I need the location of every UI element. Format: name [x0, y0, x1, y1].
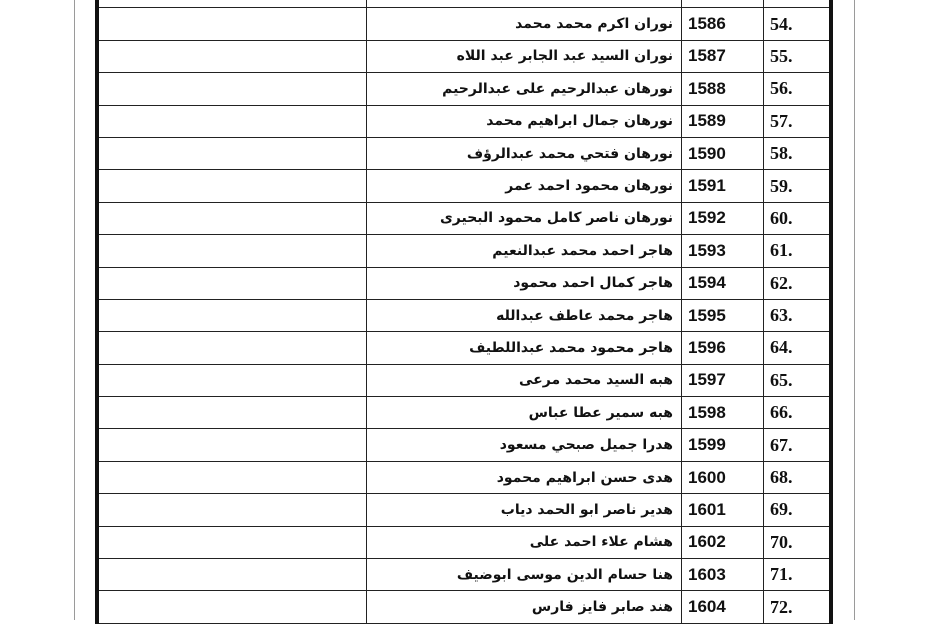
blank-cell	[99, 41, 366, 72]
student-code: 1598	[681, 397, 763, 428]
row-number: 71.	[763, 559, 829, 590]
row-number: 59.	[763, 170, 829, 201]
row-number: 64.	[763, 332, 829, 363]
blank-cell	[99, 138, 366, 169]
blank-cell	[99, 494, 366, 525]
row-number: 55.	[763, 41, 829, 72]
student-code: 1600	[681, 462, 763, 493]
table-row	[99, 527, 829, 559]
student-code: 1601	[681, 494, 763, 525]
student-name: هدى حسن ابراهيم محمود	[366, 462, 681, 493]
table-row	[99, 106, 829, 138]
blank-cell	[99, 365, 366, 396]
student-code	[681, 0, 763, 7]
student-name: نورهان جمال ابراهيم محمد	[366, 106, 681, 137]
student-name: هشام علاء احمد على	[366, 527, 681, 558]
student-name: نورهان عبدالرحيم على عبدالرحيم	[366, 73, 681, 104]
table-row	[99, 300, 829, 332]
blank-cell	[99, 332, 366, 363]
row-number: 70.	[763, 527, 829, 558]
blank-cell	[99, 170, 366, 201]
student-name: هنا حسام الدين موسى ابوضيف	[366, 559, 681, 590]
student-code: 1603	[681, 559, 763, 590]
student-code: 1594	[681, 268, 763, 299]
table-row	[99, 365, 829, 397]
student-name: هاجر محمد عاطف عبدالله	[366, 300, 681, 331]
blank-cell	[99, 527, 366, 558]
student-code: 1599	[681, 429, 763, 460]
student-code: 1591	[681, 170, 763, 201]
student-name: نورهان ناصر كامل محمود البحيرى	[366, 203, 681, 234]
student-code: 1595	[681, 300, 763, 331]
student-code: 1587	[681, 41, 763, 72]
row-number: 60.	[763, 203, 829, 234]
row-number: 62.	[763, 268, 829, 299]
page-edge-right	[854, 0, 855, 620]
student-table	[95, 0, 833, 624]
student-name: نورهان محمود احمد عمر	[366, 170, 681, 201]
row-number: 54.	[763, 8, 829, 39]
student-name: هند صابر فايز فارس	[366, 591, 681, 622]
blank-cell	[99, 8, 366, 39]
table-row	[99, 462, 829, 494]
page-edge-left	[74, 0, 75, 620]
blank-cell	[99, 268, 366, 299]
table-row	[99, 235, 829, 267]
table-row	[99, 268, 829, 300]
blank-cell	[99, 429, 366, 460]
table-row	[99, 8, 829, 40]
student-name: هدرا جميل صبحي مسعود	[366, 429, 681, 460]
row-number: 56.	[763, 73, 829, 104]
student-name: هاجر كمال احمد محمود	[366, 268, 681, 299]
table-row	[99, 559, 829, 591]
table-row	[99, 494, 829, 526]
student-name: هاجر محمود محمد عبداللطيف	[366, 332, 681, 363]
student-name: هاجر احمد محمد عبدالنعيم	[366, 235, 681, 266]
row-number: 57.	[763, 106, 829, 137]
student-code: 1586	[681, 8, 763, 39]
student-name: نورهان فتحي محمد عبدالرؤف	[366, 138, 681, 169]
table-row	[99, 591, 829, 623]
blank-cell	[99, 462, 366, 493]
blank-cell	[99, 203, 366, 234]
student-name: نوران اكرم محمد محمد	[366, 8, 681, 39]
row-number: 66.	[763, 397, 829, 428]
student-name	[366, 0, 681, 7]
row-number: 67.	[763, 429, 829, 460]
table-row	[99, 429, 829, 461]
blank-cell	[99, 0, 366, 7]
blank-cell	[99, 73, 366, 104]
row-number: 63.	[763, 300, 829, 331]
blank-cell	[99, 300, 366, 331]
table-row	[99, 203, 829, 235]
student-code: 1604	[681, 591, 763, 622]
student-code: 1590	[681, 138, 763, 169]
student-name: هدير ناصر ابو الحمد دياب	[366, 494, 681, 525]
blank-cell	[99, 559, 366, 590]
student-code: 1589	[681, 106, 763, 137]
student-code: 1593	[681, 235, 763, 266]
row-number: 61.	[763, 235, 829, 266]
student-name: نوران السيد عبد الجابر عبد اللاه	[366, 41, 681, 72]
row-number	[763, 0, 829, 7]
student-code: 1588	[681, 73, 763, 104]
table-row	[99, 0, 829, 8]
row-number: 69.	[763, 494, 829, 525]
blank-cell	[99, 591, 366, 622]
row-number: 72.	[763, 591, 829, 622]
table-row	[99, 73, 829, 105]
student-name: هبه سمير عطا عباس	[366, 397, 681, 428]
row-number: 58.	[763, 138, 829, 169]
student-code: 1596	[681, 332, 763, 363]
student-code: 1602	[681, 527, 763, 558]
blank-cell	[99, 235, 366, 266]
table-row	[99, 397, 829, 429]
table-row	[99, 41, 829, 73]
student-code: 1597	[681, 365, 763, 396]
student-code: 1592	[681, 203, 763, 234]
row-number: 68.	[763, 462, 829, 493]
table-row	[99, 170, 829, 202]
blank-cell	[99, 397, 366, 428]
blank-cell	[99, 106, 366, 137]
row-number: 65.	[763, 365, 829, 396]
table-row	[99, 138, 829, 170]
table-row	[99, 332, 829, 364]
student-name: هبه السيد محمد مرعى	[366, 365, 681, 396]
